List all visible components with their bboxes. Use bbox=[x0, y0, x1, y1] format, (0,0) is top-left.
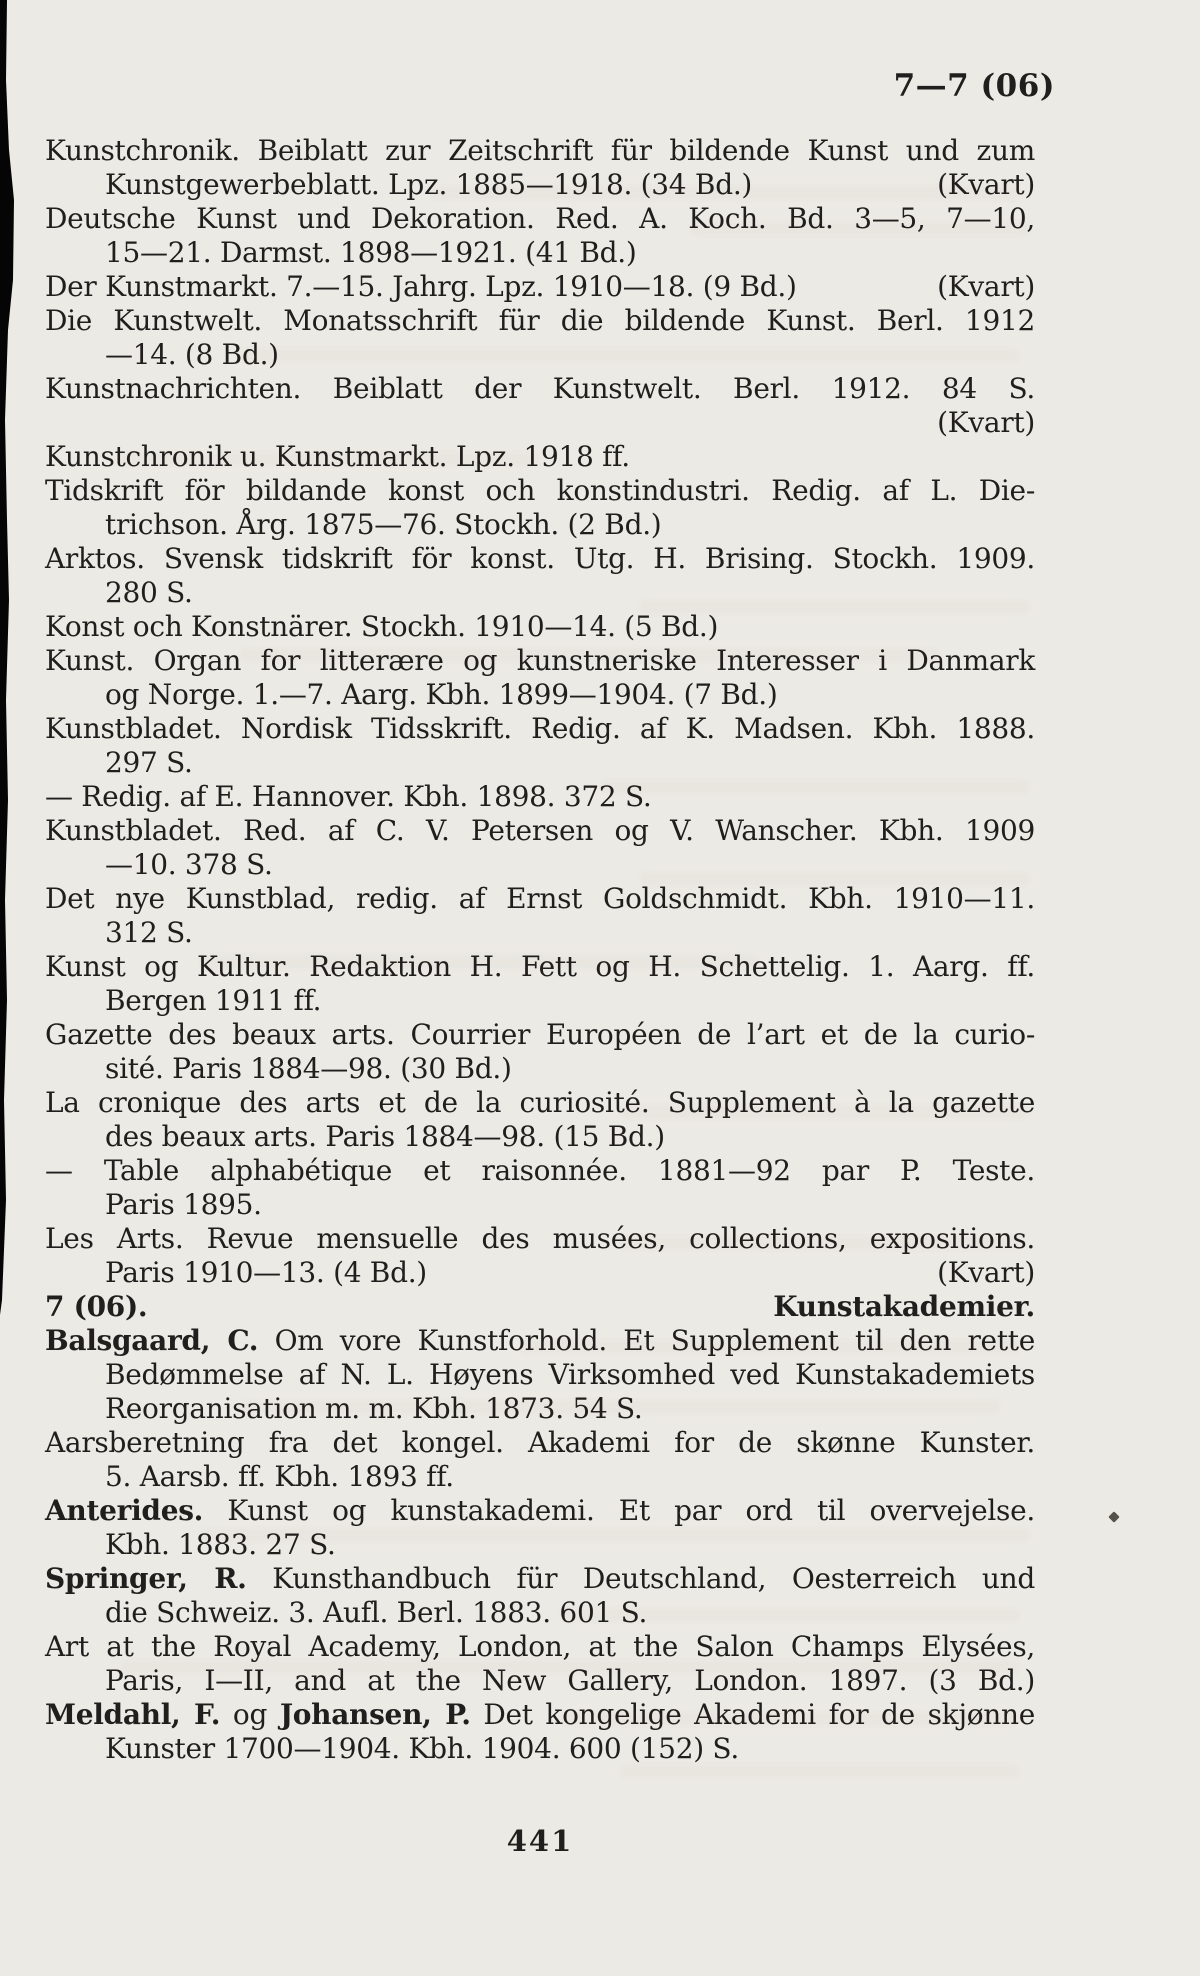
regular-text: Kunst og Kultur. Redaktion H. Fett og H. Schettelig. 1. Aarg. ff. bbox=[45, 950, 1035, 983]
line-text bbox=[45, 712, 1035, 745]
line-text bbox=[45, 270, 797, 304]
text-line bbox=[45, 1222, 1035, 1256]
regular-text: 5. Aarsb. ff. Kbh. 1893 ff. bbox=[105, 1460, 454, 1493]
line-text bbox=[45, 1086, 1035, 1119]
bold-text: 7 (06). bbox=[45, 1290, 148, 1323]
text-line bbox=[45, 610, 1035, 644]
regular-text: Bergen 1911 ff. bbox=[105, 984, 322, 1017]
line-text bbox=[105, 576, 193, 609]
text-line bbox=[45, 1528, 1035, 1562]
line-text bbox=[45, 644, 1035, 677]
line-text bbox=[45, 1698, 1035, 1731]
regular-text: Arktos. Svensk tidskrift för konst. Utg. H. Brising. Stockh. 1909. bbox=[45, 542, 1035, 575]
text-line bbox=[45, 1596, 1035, 1630]
line-text bbox=[45, 1426, 1035, 1459]
text-line bbox=[45, 1324, 1035, 1358]
line-text bbox=[105, 1052, 512, 1085]
line-text bbox=[105, 746, 193, 779]
line-text bbox=[105, 1664, 1035, 1697]
regular-text: og bbox=[220, 1698, 280, 1731]
bold-text: Johansen, P. bbox=[279, 1698, 471, 1731]
text-line bbox=[45, 780, 1035, 814]
bold-text: Anterides. bbox=[45, 1494, 204, 1527]
line-text bbox=[45, 1018, 1035, 1051]
line-text bbox=[105, 1256, 427, 1290]
text-line bbox=[45, 882, 1035, 916]
text-line bbox=[45, 168, 1035, 202]
regular-text: Paris 1895. bbox=[105, 1188, 262, 1221]
regular-text: 312 S. bbox=[105, 916, 193, 949]
line-text bbox=[45, 814, 1035, 847]
text-line bbox=[45, 1698, 1035, 1732]
text-line bbox=[45, 678, 1035, 712]
line-text bbox=[105, 508, 661, 541]
regular-text: Les Arts. Revue mensuelle des musées, collections, expositions. bbox=[45, 1222, 1035, 1255]
text-line bbox=[45, 406, 1035, 440]
line-text bbox=[45, 610, 718, 643]
text-line bbox=[45, 1426, 1035, 1460]
text-line bbox=[45, 372, 1035, 406]
text-line bbox=[45, 916, 1035, 950]
regular-text: Deutsche Kunst und Dekoration. Red. A. Koch. Bd. 3—5, 7—10, bbox=[45, 202, 1035, 235]
regular-text: Paris, I—II, and at the New Gallery, London. 1897. (3 Bd.) bbox=[105, 1664, 1035, 1697]
text-line bbox=[45, 542, 1035, 576]
regular-text: Konst och Konstnärer. Stockh. 1910—14. (5 Bd.) bbox=[45, 610, 719, 643]
regular-text: Om vore Kunstforhold. Et Supplement til den rette bbox=[258, 1324, 1035, 1357]
line-text bbox=[45, 134, 1035, 167]
regular-text: Art at the Royal Academy, London, at the Salon Champs Elysées, bbox=[45, 1630, 1035, 1663]
text-line bbox=[45, 848, 1035, 882]
regular-text: Kunst og kunstakademi. Et par ord til overvejelse. bbox=[203, 1494, 1035, 1527]
section-heading bbox=[45, 1290, 1035, 1324]
regular-text: des beaux arts. Paris 1884—98. (15 Bd.) bbox=[105, 1120, 665, 1153]
regular-text: 15—21. Darmst. 1898—1921. (41 Bd.) bbox=[105, 236, 637, 269]
line-text bbox=[105, 1460, 454, 1493]
regular-text: Kunsthandbuch für Deutschland, Oesterreich und bbox=[246, 1562, 1035, 1595]
line-text bbox=[45, 1494, 1035, 1527]
text-line bbox=[45, 1086, 1035, 1120]
line-text bbox=[45, 882, 1035, 915]
text-line bbox=[45, 508, 1035, 542]
regular-text: die Schweiz. 3. Aufl. Berl. 1883. 601 S. bbox=[105, 1596, 648, 1629]
bold-text: Springer, R. bbox=[45, 1562, 247, 1595]
text-line bbox=[45, 1358, 1035, 1392]
regular-text: Kunstbladet. Red. af C. V. Petersen og V. Wanscher. Kbh. 1909 bbox=[45, 814, 1035, 847]
text-line bbox=[45, 1562, 1035, 1596]
line-text bbox=[105, 1732, 739, 1765]
line-text bbox=[105, 848, 273, 881]
line-text bbox=[105, 1392, 643, 1425]
text-line bbox=[45, 1188, 1035, 1222]
line-text bbox=[45, 1290, 147, 1324]
line-text bbox=[105, 338, 279, 371]
text-line bbox=[45, 270, 1035, 304]
text-line bbox=[45, 1120, 1035, 1154]
line-right-text: (Kvart) bbox=[937, 270, 1035, 303]
regular-text: Det kongelige Akademi for de skjønne bbox=[470, 1698, 1036, 1731]
regular-text: —10. 378 S. bbox=[105, 848, 273, 881]
regular-text: Reorganisation m. m. Kbh. 1873. 54 S. bbox=[105, 1392, 643, 1425]
text-block bbox=[45, 134, 1035, 1766]
regular-text: Gazette des beaux arts. Courrier Européen de l’art et de la curio- bbox=[45, 1018, 1035, 1051]
regular-text: — Redig. af E. Hannover. Kbh. 1898. 372 S. bbox=[45, 780, 652, 813]
regular-text: Kunst. Organ for litterære og kunstneriske Interesser i Danmark bbox=[45, 644, 1035, 677]
text-line bbox=[45, 1732, 1035, 1766]
text-line bbox=[45, 950, 1035, 984]
text-line bbox=[45, 1494, 1035, 1528]
text-line bbox=[45, 1392, 1035, 1426]
page-number: 441 bbox=[506, 1824, 574, 1858]
text-line bbox=[45, 474, 1035, 508]
text-line bbox=[45, 1664, 1035, 1698]
line-text bbox=[105, 1120, 665, 1153]
regular-text: —14. (8 Bd.) bbox=[105, 338, 279, 371]
line-text bbox=[45, 1324, 1035, 1357]
text-line bbox=[45, 1018, 1035, 1052]
line-text bbox=[105, 916, 193, 949]
text-line bbox=[45, 1256, 1035, 1290]
line-text bbox=[45, 474, 1035, 507]
regular-text: Aarsberetning fra det kongel. Akademi for de skønne Kunster. bbox=[45, 1426, 1035, 1459]
line-text bbox=[105, 984, 321, 1017]
bold-text: Balsgaard, C. bbox=[45, 1324, 259, 1357]
regular-text: Die Kunstwelt. Monatsschrift für die bildende Kunst. Berl. 1912 bbox=[45, 304, 1035, 337]
regular-text: La cronique des arts et de la curiosité. Supplement à la gazette bbox=[45, 1086, 1035, 1119]
running-head-classification-number: 7—7 (06) bbox=[893, 68, 1055, 104]
line-text bbox=[45, 1154, 1035, 1187]
regular-text: Kunstbladet. Nordisk Tidsskrift. Redig. af K. Madsen. Kbh. 1888. bbox=[45, 712, 1035, 745]
text-line bbox=[45, 1154, 1035, 1188]
bleedthrough-smudge bbox=[620, 1764, 1020, 1778]
text-line bbox=[45, 1460, 1035, 1494]
regular-text: Tidskrift för bildande konst och konstindustri. Redig. af L. Die- bbox=[45, 474, 1035, 507]
text-line bbox=[45, 712, 1035, 746]
ink-speck bbox=[1108, 1511, 1119, 1522]
regular-text: Kunstchronik u. Kunstmarkt. Lpz. 1918 ff. bbox=[45, 440, 630, 473]
regular-text: Der Kunstmarkt. 7.—15. Jahrg. Lpz. 1910—18. (9 Bd.) bbox=[45, 270, 797, 303]
regular-text: Paris 1910—13. (4 Bd.) bbox=[105, 1256, 427, 1289]
line-right-text: (Kvart) bbox=[937, 1256, 1035, 1289]
scan-edge-artifact bbox=[0, 0, 16, 1315]
regular-text: Kunster 1700—1904. Kbh. 1904. 600 (152) S. bbox=[105, 1732, 739, 1765]
regular-text: og Norge. 1.—7. Aarg. Kbh. 1899—1904. (7 Bd.) bbox=[105, 678, 778, 711]
text-line bbox=[45, 746, 1035, 780]
line-text bbox=[45, 372, 1035, 405]
line-text bbox=[45, 780, 651, 813]
line-text bbox=[45, 542, 1035, 575]
line-text bbox=[45, 950, 1035, 983]
line-text bbox=[105, 236, 636, 269]
line-text bbox=[45, 304, 1035, 337]
text-line bbox=[45, 338, 1035, 372]
line-text bbox=[105, 168, 752, 202]
line-text bbox=[105, 1596, 647, 1629]
line-text bbox=[45, 1562, 1035, 1595]
text-line bbox=[45, 202, 1035, 236]
line-right-text: Kunstakademier. bbox=[773, 1290, 1035, 1323]
text-line bbox=[45, 984, 1035, 1018]
regular-text: sité. Paris 1884—98. (30 Bd.) bbox=[105, 1052, 512, 1085]
text-line bbox=[45, 134, 1035, 168]
regular-text: trichson. Årg. 1875—76. Stockh. (2 Bd.) bbox=[105, 508, 662, 541]
line-text bbox=[45, 440, 630, 473]
regular-text: Det nye Kunstblad, redig. af Ernst Goldschmidt. Kbh. 1910—11. bbox=[45, 882, 1035, 915]
text-line bbox=[45, 576, 1035, 610]
text-line bbox=[45, 440, 1035, 474]
regular-text: Kunstchronik. Beiblatt zur Zeitschrift für bildende Kunst und zum bbox=[45, 134, 1035, 167]
line-text bbox=[105, 1358, 1035, 1391]
text-line bbox=[45, 304, 1035, 338]
regular-text: Kunstgewerbeblatt. Lpz. 1885—1918. (34 Bd.) bbox=[105, 168, 753, 201]
regular-text: 297 S. bbox=[105, 746, 193, 779]
line-text bbox=[105, 678, 778, 711]
line-right-text: (Kvart) bbox=[937, 168, 1035, 201]
line-text bbox=[105, 1188, 262, 1221]
text-line bbox=[45, 1630, 1035, 1664]
text-line bbox=[45, 814, 1035, 848]
regular-text: 280 S. bbox=[105, 576, 193, 609]
text-line bbox=[45, 1052, 1035, 1086]
regular-text: Kunstnachrichten. Beiblatt der Kunstwelt. Berl. 1912. 84 S. bbox=[45, 372, 1035, 405]
line-text bbox=[105, 1528, 336, 1561]
text-line bbox=[45, 236, 1035, 270]
regular-text: — Table alphabétique et raisonnée. 1881—92 par P. Teste. bbox=[45, 1154, 1035, 1187]
regular-text: Kbh. 1883. 27 S. bbox=[105, 1528, 336, 1561]
line-text bbox=[45, 202, 1035, 235]
line-text bbox=[45, 1630, 1035, 1663]
regular-text: Bedømmelse af N. L. Høyens Virksomhed ved Kunstakademiets bbox=[105, 1358, 1035, 1391]
text-line bbox=[45, 644, 1035, 678]
line-text bbox=[45, 1222, 1035, 1255]
line-right-text: (Kvart) bbox=[937, 406, 1035, 439]
bold-text: Meldahl, F. bbox=[45, 1698, 221, 1731]
